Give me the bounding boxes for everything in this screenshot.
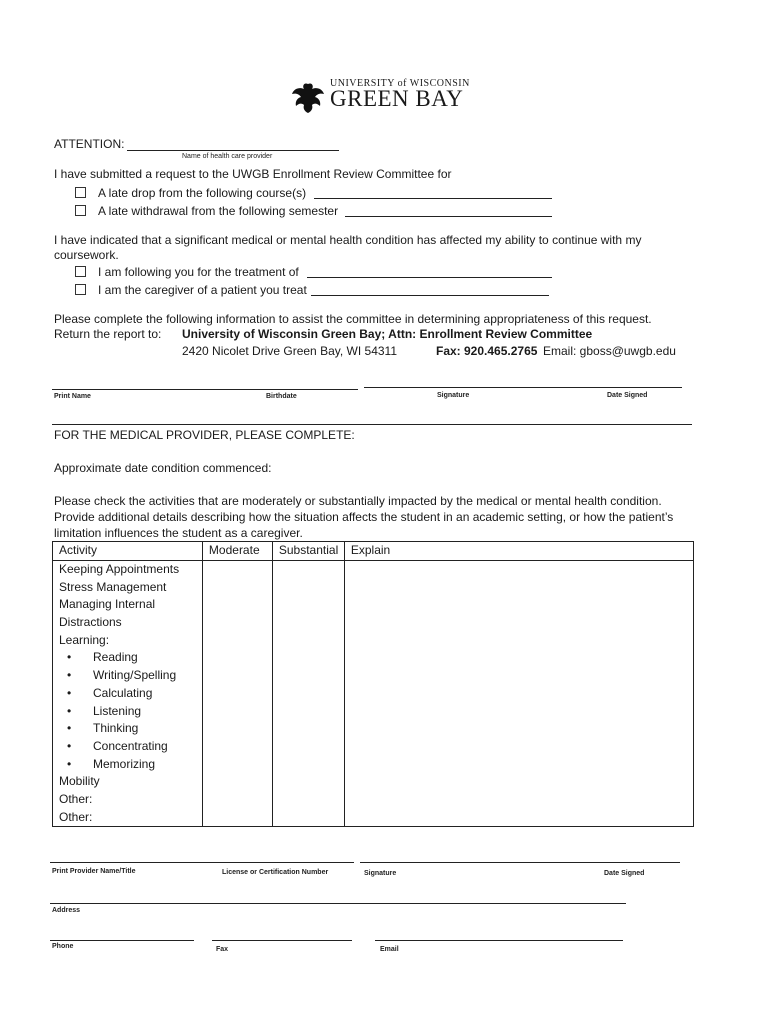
attention-sublabel: Name of health care provider bbox=[182, 153, 273, 160]
provider-name-label: Print Provider Name/Title bbox=[52, 868, 136, 875]
provider-name-line[interactable] bbox=[50, 862, 354, 863]
moderate-cell[interactable] bbox=[202, 685, 272, 703]
phoenix-icon bbox=[290, 80, 326, 114]
request-option-label: A late withdrawal from the following semester bbox=[98, 204, 339, 218]
activity-label: Concentrating bbox=[93, 738, 168, 753]
moderate-cell[interactable] bbox=[202, 808, 272, 826]
moderate-cell[interactable] bbox=[202, 702, 272, 720]
bullet-icon: • bbox=[67, 738, 72, 753]
semester-line[interactable] bbox=[345, 216, 552, 217]
activity-label: Mobility bbox=[59, 774, 100, 789]
address-label: Address bbox=[52, 907, 81, 914]
condition-line-1: I have indicated that a significant medical or mental health condition has affected my ability to continue with my bbox=[54, 233, 642, 247]
activity-label: Reading bbox=[93, 650, 138, 665]
checkbox[interactable] bbox=[75, 284, 86, 295]
table-row bbox=[53, 560, 694, 578]
activity-label: Memorizing bbox=[93, 756, 156, 771]
moderate-cell[interactable] bbox=[202, 755, 272, 773]
moderate-cell[interactable] bbox=[202, 596, 272, 614]
activity-label: Calculating bbox=[93, 685, 153, 700]
check-instructions-3: limitation influences the student as a caregiver. bbox=[54, 526, 303, 540]
moderate-cell[interactable] bbox=[202, 560, 272, 578]
address-line[interactable] bbox=[50, 903, 626, 904]
activity-cell bbox=[53, 614, 203, 632]
activity-cell bbox=[53, 773, 203, 791]
header-explain: Explain bbox=[344, 542, 693, 561]
activity-cell bbox=[53, 578, 203, 596]
condition-option-1 bbox=[75, 264, 299, 280]
explain-cell[interactable] bbox=[344, 560, 693, 826]
provider-heading: FOR THE MEDICAL PROVIDER, PLEASE COMPLETE: bbox=[54, 428, 355, 442]
license-label: License or Certification Number bbox=[222, 869, 329, 876]
provider-signature-line[interactable] bbox=[360, 862, 680, 863]
attention-label: ATTENTION: bbox=[54, 137, 125, 151]
activity-label: Other: bbox=[59, 791, 93, 806]
print-name-label: Print Name bbox=[54, 393, 91, 400]
birthdate-label: Birthdate bbox=[266, 393, 297, 400]
phone-label: Phone bbox=[52, 943, 74, 950]
phone-line[interactable] bbox=[50, 940, 194, 941]
caregiver-line[interactable] bbox=[311, 295, 549, 296]
activity-cell bbox=[53, 649, 203, 667]
activity-cell bbox=[53, 667, 203, 685]
moderate-cell[interactable] bbox=[202, 773, 272, 791]
bullet-icon: • bbox=[67, 685, 72, 700]
attention-line[interactable] bbox=[127, 150, 339, 151]
activity-cell bbox=[53, 808, 203, 826]
check-instructions-2: Provide additional details describing how the situation affects the student in an academic setting, or how the patient’s bbox=[54, 510, 674, 524]
request-option-label: A late drop from the following course(s) bbox=[98, 186, 307, 200]
moderate-cell[interactable] bbox=[202, 631, 272, 649]
header-moderate: Moderate bbox=[202, 542, 272, 561]
fax-line[interactable] bbox=[212, 940, 352, 941]
substantial-cell[interactable] bbox=[272, 720, 344, 738]
return-label: Return the report to: bbox=[54, 327, 162, 341]
section-divider bbox=[52, 424, 692, 425]
substantial-cell[interactable] bbox=[272, 649, 344, 667]
substantial-cell[interactable] bbox=[272, 702, 344, 720]
substantial-cell[interactable] bbox=[272, 631, 344, 649]
print-name-line[interactable] bbox=[52, 389, 358, 390]
return-email: Email: gboss@uwgb.edu bbox=[543, 344, 676, 358]
substantial-cell[interactable] bbox=[272, 560, 344, 578]
university-logo bbox=[290, 78, 470, 116]
course-line[interactable] bbox=[314, 198, 552, 199]
bullet-icon: • bbox=[67, 721, 72, 736]
condition-option-2 bbox=[75, 282, 307, 298]
moderate-cell[interactable] bbox=[202, 578, 272, 596]
substantial-cell[interactable] bbox=[272, 755, 344, 773]
check-instructions-1: Please check the activities that are moderately or substantially impacted by the medical or mental health condition. bbox=[54, 494, 662, 508]
activity-cell bbox=[53, 755, 203, 773]
substantial-cell[interactable] bbox=[272, 808, 344, 826]
activity-cell bbox=[53, 631, 203, 649]
moderate-cell[interactable] bbox=[202, 667, 272, 685]
provider-date-label: Date Signed bbox=[604, 870, 645, 877]
activity-label: Listening bbox=[93, 703, 142, 718]
activity-cell bbox=[53, 596, 203, 614]
bullet-icon: • bbox=[67, 703, 72, 718]
activity-cell bbox=[53, 685, 203, 703]
fax-label: Fax bbox=[216, 946, 229, 953]
signature-line[interactable] bbox=[364, 387, 682, 388]
activity-cell bbox=[53, 702, 203, 720]
moderate-cell[interactable] bbox=[202, 738, 272, 756]
date-commenced-label: Approximate date condition commenced: bbox=[54, 461, 272, 475]
request-option-1 bbox=[75, 185, 306, 201]
return-fax: Fax: 920.465.2765 bbox=[436, 344, 538, 358]
provider-signature-label: Signature bbox=[364, 870, 397, 877]
header-activity: Activity bbox=[53, 542, 203, 561]
activity-label: Managing Internal bbox=[59, 597, 156, 612]
activity-label: Other: bbox=[59, 809, 93, 824]
treatment-line[interactable] bbox=[307, 277, 552, 278]
email-line[interactable] bbox=[375, 940, 623, 941]
moderate-cell[interactable] bbox=[202, 791, 272, 809]
substantial-cell[interactable] bbox=[272, 667, 344, 685]
logo-line-2: GREEN BAY bbox=[330, 86, 464, 111]
activity-cell bbox=[53, 738, 203, 756]
activity-cell bbox=[53, 560, 203, 578]
date-signed-label: Date Signed bbox=[607, 392, 648, 399]
condition-option-label: I am the caregiver of a patient you treat bbox=[98, 283, 307, 297]
instructions-line-1: Please complete the following information to assist the committee in determining appropriateness of this request. bbox=[54, 312, 652, 326]
moderate-cell[interactable] bbox=[202, 614, 272, 632]
signature-label: Signature bbox=[437, 392, 470, 399]
condition-option-label: I am following you for the treatment of bbox=[98, 265, 299, 279]
moderate-cell[interactable] bbox=[202, 720, 272, 738]
activity-label: Thinking bbox=[93, 721, 139, 736]
condition-line-2: coursework. bbox=[54, 248, 119, 262]
return-to: University of Wisconsin Green Bay; Attn: Enrollment Review Committee bbox=[182, 327, 593, 341]
header-substantial: Substantial bbox=[272, 542, 344, 561]
activity-label: Writing/Spelling bbox=[93, 668, 177, 683]
activity-label: Stress Management bbox=[59, 579, 167, 594]
bullet-icon: • bbox=[67, 668, 72, 683]
substantial-cell[interactable] bbox=[272, 773, 344, 791]
substantial-cell[interactable] bbox=[272, 614, 344, 632]
request-option-2 bbox=[75, 203, 338, 219]
logo-line-1: UNIVERSITY of WISCONSIN bbox=[330, 78, 470, 89]
activity-table bbox=[52, 541, 694, 827]
bullet-icon: • bbox=[67, 650, 72, 665]
email-label: Email bbox=[380, 946, 399, 953]
activity-cell bbox=[53, 720, 203, 738]
checkbox[interactable] bbox=[75, 187, 86, 198]
moderate-cell[interactable] bbox=[202, 649, 272, 667]
activity-label: Learning: bbox=[59, 632, 110, 647]
checkbox[interactable] bbox=[75, 205, 86, 216]
table-header-row bbox=[53, 542, 694, 561]
activity-label: Distractions bbox=[59, 615, 122, 630]
activity-label: Keeping Appointments bbox=[59, 562, 180, 577]
request-intro: I have submitted a request to the UWGB Enrollment Review Committee for bbox=[54, 167, 452, 181]
substantial-cell[interactable] bbox=[272, 738, 344, 756]
substantial-cell[interactable] bbox=[272, 578, 344, 596]
substantial-cell[interactable] bbox=[272, 791, 344, 809]
bullet-icon: • bbox=[67, 756, 72, 771]
return-address: 2420 Nicolet Drive Green Bay, WI 54311 bbox=[182, 344, 397, 358]
substantial-cell[interactable] bbox=[272, 596, 344, 614]
substantial-cell[interactable] bbox=[272, 685, 344, 703]
checkbox[interactable] bbox=[75, 266, 86, 277]
activity-cell bbox=[53, 791, 203, 809]
